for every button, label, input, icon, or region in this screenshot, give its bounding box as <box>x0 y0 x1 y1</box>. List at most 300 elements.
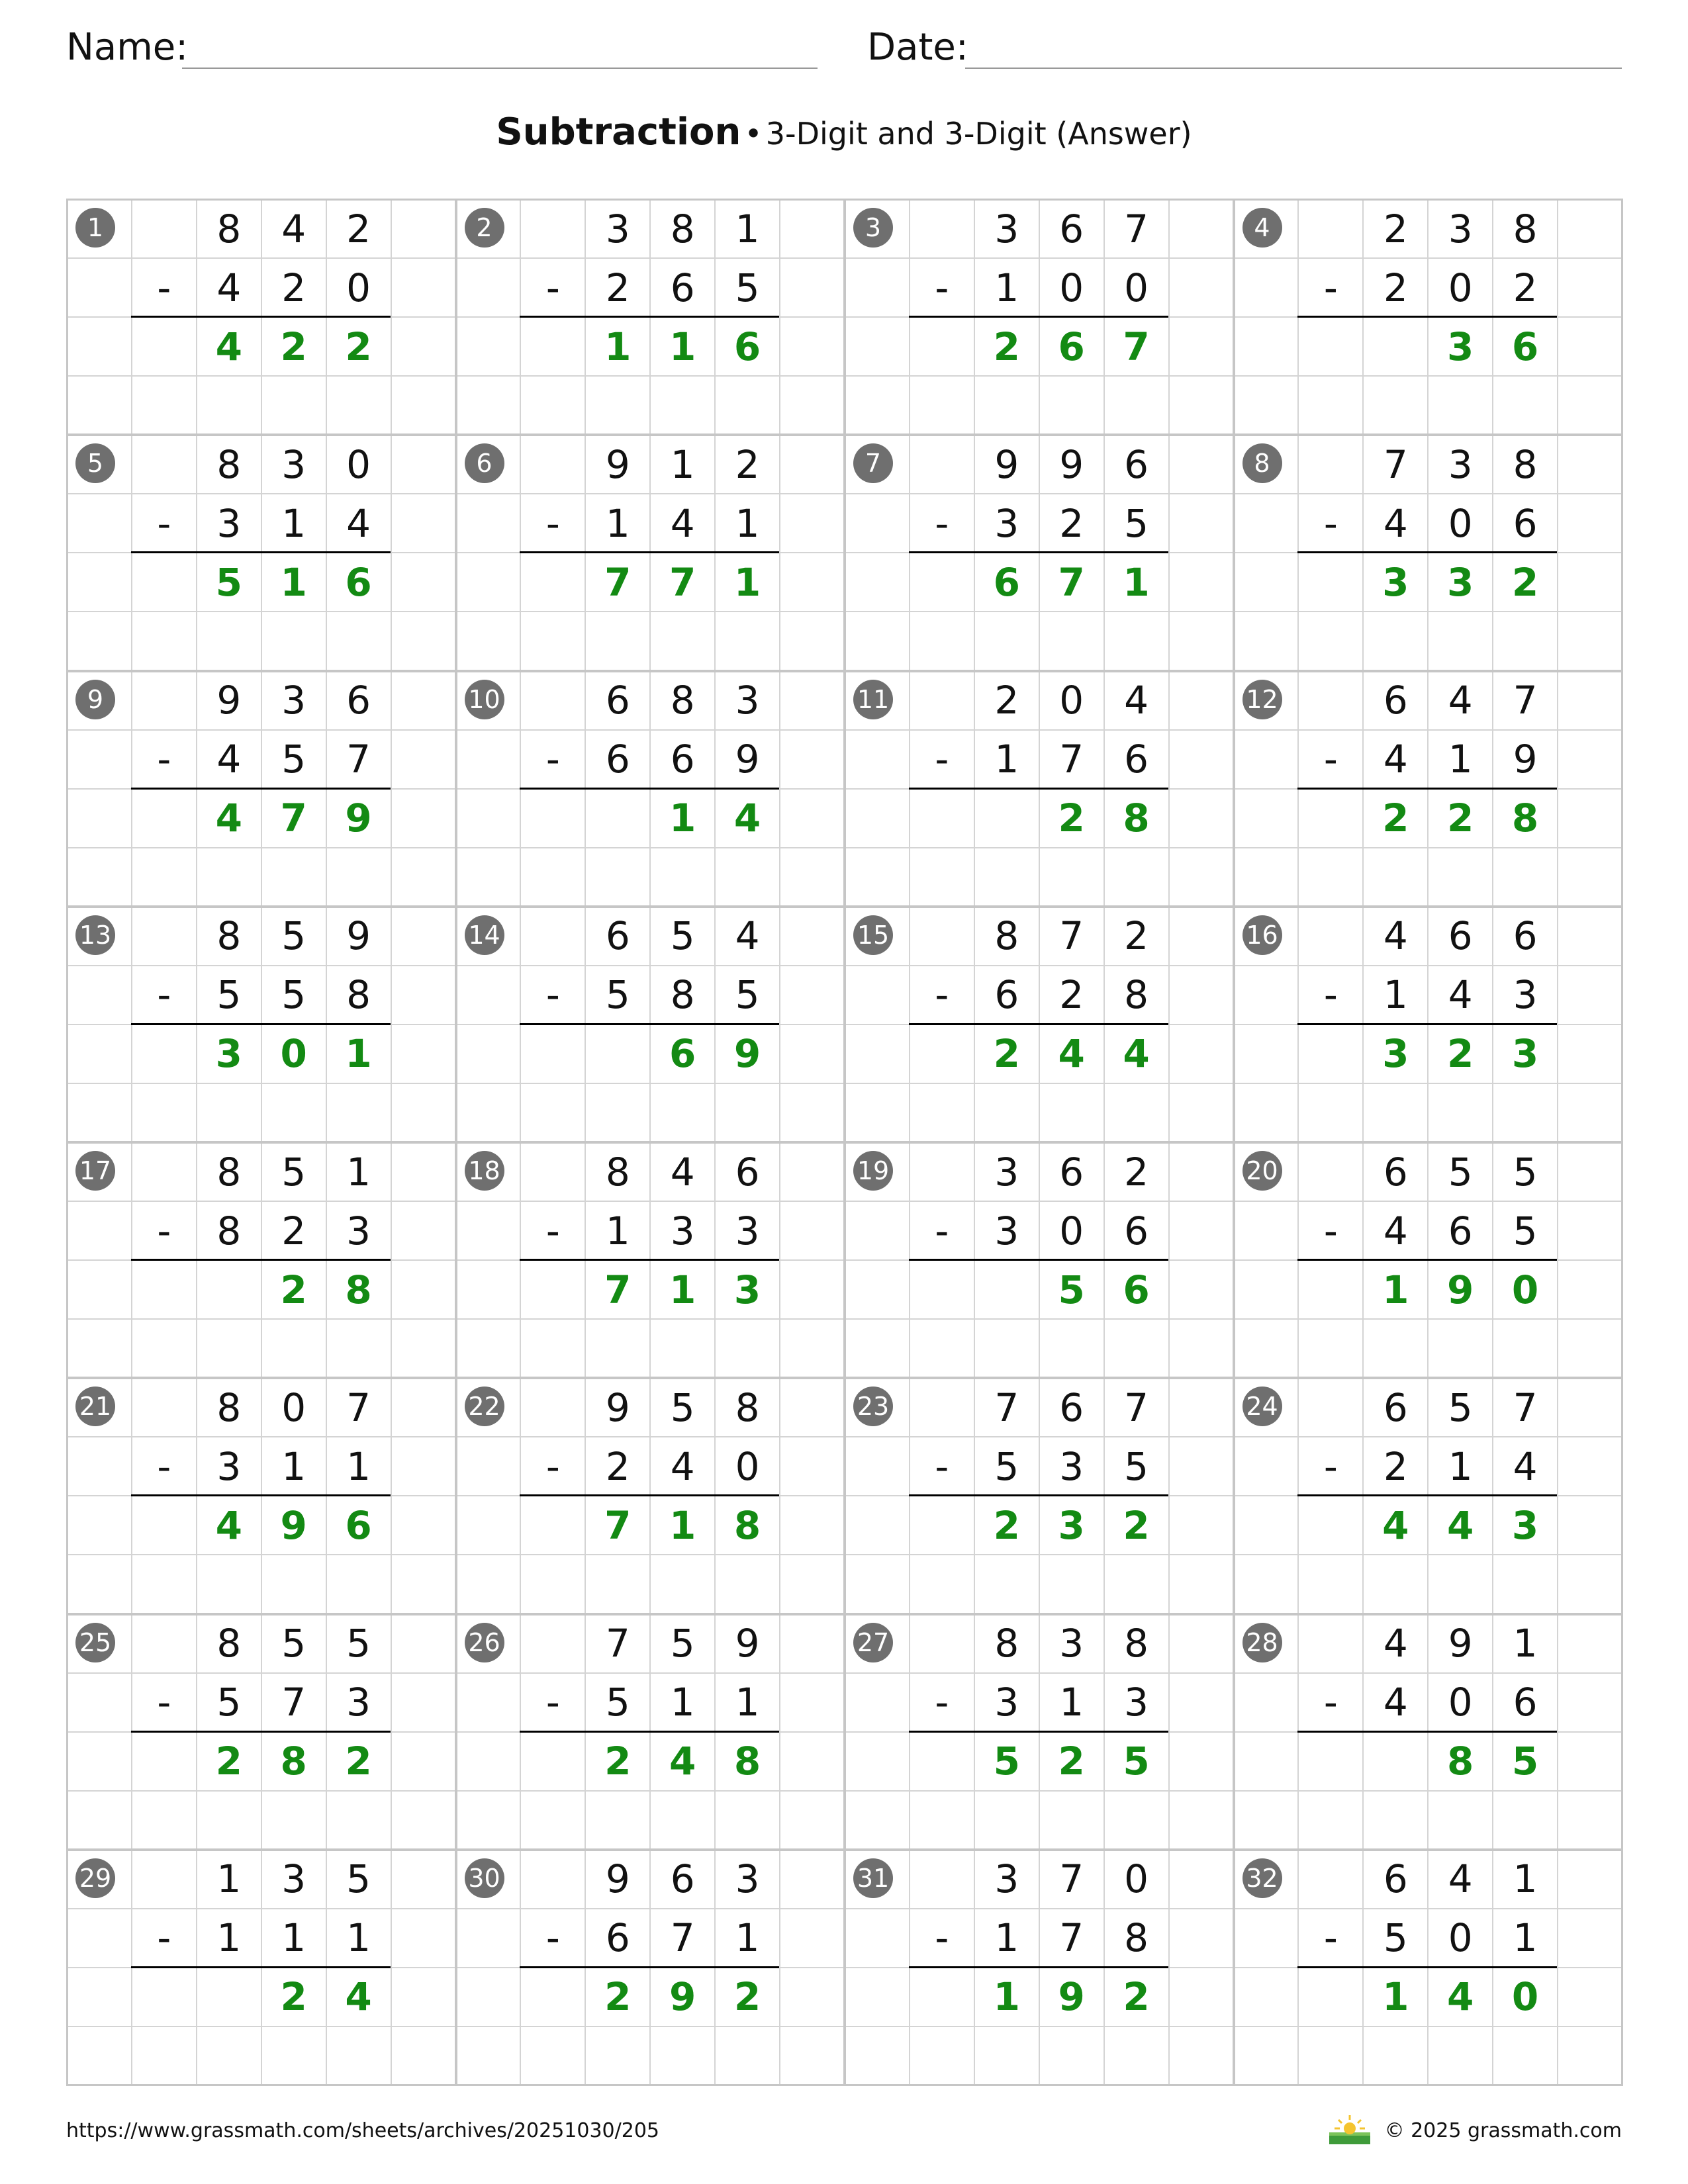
answer-digit: 2 <box>993 1031 1020 1077</box>
digit: 6 <box>1513 500 1538 546</box>
answer-digit: 4 <box>215 796 242 841</box>
digit: 9 <box>605 1385 630 1430</box>
answer-digit: 2 <box>1382 796 1409 841</box>
problem-block <box>66 1377 457 1614</box>
digit: 0 <box>346 441 371 487</box>
digit: 6 <box>1059 206 1084 251</box>
answer-digit: 9 <box>280 1502 307 1548</box>
answer-digit: 2 <box>733 1974 761 2020</box>
digit: 2 <box>1383 265 1408 310</box>
problem-number-badge: 32 <box>1243 1858 1282 1898</box>
minus-sign: - <box>935 265 949 310</box>
digit: 5 <box>216 972 242 1018</box>
answer-digit: 1 <box>1382 1974 1409 2020</box>
digit: 1 <box>216 1915 242 1961</box>
digit: 3 <box>735 678 760 723</box>
answer-digit: 4 <box>1447 1502 1474 1548</box>
digit: 3 <box>994 206 1019 251</box>
problem-number-badge: 8 <box>1243 443 1282 483</box>
answer-digit: 6 <box>1123 1267 1150 1312</box>
problem-grid <box>66 199 1622 2085</box>
problem-block <box>66 434 457 671</box>
digit: 6 <box>670 737 695 782</box>
digit: 7 <box>281 1680 306 1725</box>
problem-number-badge: 7 <box>853 443 893 483</box>
problem-block <box>66 199 457 435</box>
problem-number-badge: 3 <box>853 208 893 248</box>
minus-sign: - <box>935 1915 949 1961</box>
answer-digit: 9 <box>345 796 372 841</box>
digit: 9 <box>994 441 1019 487</box>
answer-digit: 6 <box>1058 324 1085 369</box>
digit: 6 <box>1383 678 1408 723</box>
digit: 3 <box>994 1149 1019 1195</box>
digit: 1 <box>346 1915 371 1961</box>
digit: 1 <box>1059 1680 1084 1725</box>
problem-block <box>455 199 846 435</box>
digit: 6 <box>1124 441 1149 487</box>
problem-block <box>844 1142 1235 1379</box>
problem-number-badge: 11 <box>853 680 893 719</box>
minus-sign: - <box>1323 1443 1338 1489</box>
digit: 7 <box>994 1385 1019 1430</box>
minus-sign: - <box>935 1443 949 1489</box>
answer-digit: 6 <box>669 1031 696 1077</box>
digit: 6 <box>605 678 630 723</box>
problem-number-badge: 28 <box>1243 1623 1282 1662</box>
answer-digit: 6 <box>345 559 372 605</box>
problem-number-badge: 16 <box>1243 915 1282 955</box>
digit: 6 <box>1383 1149 1408 1195</box>
problem-block <box>1233 670 1624 907</box>
problem-block <box>1233 1142 1624 1379</box>
digit: 8 <box>216 1208 242 1253</box>
answer-digit: 2 <box>1123 1974 1150 2020</box>
digit: 9 <box>735 737 760 782</box>
digit: 3 <box>1513 972 1538 1018</box>
problem-number-badge: 27 <box>853 1623 893 1662</box>
digit: 1 <box>605 1208 630 1253</box>
digit: 2 <box>1383 1443 1408 1489</box>
answer-digit: 2 <box>604 1974 632 2020</box>
minus-sign: - <box>545 265 560 310</box>
digit: 5 <box>1448 1385 1473 1430</box>
digit: 4 <box>1124 678 1149 723</box>
digit: 7 <box>1513 1385 1538 1430</box>
minus-sign: - <box>157 265 171 310</box>
answer-digit: 3 <box>733 1267 761 1312</box>
minus-sign: - <box>545 1208 560 1253</box>
digit: 9 <box>605 441 630 487</box>
answer-digit: 4 <box>1123 1031 1150 1077</box>
answer-digit: 0 <box>1511 1267 1539 1312</box>
problem-number-badge: 12 <box>1243 680 1282 719</box>
minus-sign: - <box>1323 1680 1338 1725</box>
problem-block <box>1233 906 1624 1143</box>
digit: 8 <box>216 1149 242 1195</box>
digit: 5 <box>735 972 760 1018</box>
digit: 5 <box>216 1680 242 1725</box>
digit: 1 <box>605 500 630 546</box>
problem-block <box>844 1849 1235 2086</box>
digit: 4 <box>1448 678 1473 723</box>
answer-digit: 5 <box>1058 1267 1085 1312</box>
minus-sign: - <box>157 1680 171 1725</box>
answer-digit: 2 <box>215 1739 242 1784</box>
digit: 4 <box>346 500 371 546</box>
answer-digit: 2 <box>345 1739 372 1784</box>
problem-number-badge: 2 <box>465 208 504 248</box>
digit: 1 <box>281 500 306 546</box>
digit: 1 <box>735 500 760 546</box>
problem-block <box>66 1142 457 1379</box>
minus-sign: - <box>1323 1208 1338 1253</box>
digit: 7 <box>346 1385 371 1430</box>
answer-digit: 4 <box>733 796 761 841</box>
digit: 3 <box>1059 1621 1084 1666</box>
answer-digit: 1 <box>669 1267 696 1312</box>
digit: 7 <box>1513 678 1538 723</box>
digit: 1 <box>1513 1621 1538 1666</box>
minus-sign: - <box>1323 972 1338 1018</box>
answer-digit: 4 <box>1447 1974 1474 2020</box>
digit: 0 <box>1448 265 1473 310</box>
digit: 3 <box>281 441 306 487</box>
digit: 0 <box>1448 1680 1473 1725</box>
problem-number-badge: 15 <box>853 915 893 955</box>
answer-digit: 4 <box>215 324 242 369</box>
digit: 2 <box>281 1208 306 1253</box>
digit: 6 <box>605 737 630 782</box>
digit: 0 <box>281 1385 306 1430</box>
digit: 1 <box>1448 1443 1473 1489</box>
digit: 0 <box>346 265 371 310</box>
answer-digit: 4 <box>1382 1502 1409 1548</box>
digit: 7 <box>670 1915 695 1961</box>
problem-number-badge: 20 <box>1243 1151 1282 1191</box>
problem-block <box>66 1849 457 2086</box>
answer-digit: 7 <box>1123 324 1150 369</box>
problem-number-badge: 30 <box>465 1858 504 1898</box>
answer-digit: 2 <box>1058 796 1085 841</box>
problem-block <box>844 670 1235 907</box>
digit: 5 <box>346 1621 371 1666</box>
digit: 9 <box>346 913 371 959</box>
minus-sign: - <box>545 500 560 546</box>
digit: 6 <box>605 1915 630 1961</box>
digit: 3 <box>994 500 1019 546</box>
digit: 3 <box>735 1856 760 1902</box>
answer-digit: 2 <box>604 1739 632 1784</box>
answer-digit: 8 <box>1123 796 1150 841</box>
problem-number-badge: 22 <box>465 1387 504 1426</box>
digit: 3 <box>1059 1443 1084 1489</box>
digit: 5 <box>281 737 306 782</box>
digit: 3 <box>1448 206 1473 251</box>
answer-digit: 2 <box>993 324 1020 369</box>
digit: 8 <box>605 1149 630 1195</box>
digit: 8 <box>1513 206 1538 251</box>
digit: 5 <box>1383 1915 1408 1961</box>
digit: 2 <box>281 265 306 310</box>
digit: 5 <box>346 1856 371 1902</box>
problem-block <box>1233 199 1624 435</box>
problem-block <box>844 1377 1235 1614</box>
digit: 1 <box>281 1915 306 1961</box>
answer-digit: 9 <box>669 1974 696 2020</box>
minus-sign: - <box>935 972 949 1018</box>
digit: 2 <box>1513 265 1538 310</box>
digit: 3 <box>1448 441 1473 487</box>
digit: 4 <box>281 206 306 251</box>
digit: 8 <box>1124 972 1149 1018</box>
digit: 8 <box>216 913 242 959</box>
answer-digit: 1 <box>345 1031 372 1077</box>
problem-block <box>455 906 846 1143</box>
problem-number-badge: 18 <box>465 1151 504 1191</box>
digit: 8 <box>1124 1915 1149 1961</box>
problem-number-badge: 21 <box>75 1387 115 1426</box>
digit: 2 <box>735 441 760 487</box>
title-subtitle: 3-Digit and 3-Digit (Answer) <box>765 116 1192 152</box>
title-main: Subtraction <box>496 111 741 154</box>
digit: 0 <box>1124 265 1149 310</box>
answer-digit: 4 <box>1058 1031 1085 1077</box>
problem-block <box>1233 434 1624 671</box>
answer-digit: 1 <box>669 324 696 369</box>
problem-block <box>844 199 1235 435</box>
digit: 5 <box>670 1621 695 1666</box>
digit: 9 <box>216 678 242 723</box>
digit: 5 <box>1513 1208 1538 1253</box>
problem-block <box>66 1614 457 1850</box>
answer-digit: 2 <box>280 324 307 369</box>
problem-block <box>455 1142 846 1379</box>
digit: 7 <box>1124 1385 1149 1430</box>
minus-sign: - <box>935 737 949 782</box>
minus-sign: - <box>157 737 171 782</box>
digit: 8 <box>994 913 1019 959</box>
digit: 9 <box>1513 737 1538 782</box>
answer-digit: 8 <box>280 1739 307 1784</box>
digit: 7 <box>605 1621 630 1666</box>
problem-number-badge: 13 <box>75 915 115 955</box>
answer-digit: 3 <box>1382 1031 1409 1077</box>
answer-digit: 7 <box>604 559 632 605</box>
minus-sign: - <box>545 1915 560 1961</box>
digit: 7 <box>346 737 371 782</box>
digit: 8 <box>346 972 371 1018</box>
digit: 1 <box>670 441 695 487</box>
problem-block <box>455 1377 846 1614</box>
digit: 2 <box>605 265 630 310</box>
digit: 9 <box>735 1621 760 1666</box>
digit: 8 <box>216 206 242 251</box>
answer-digit: 3 <box>1511 1031 1539 1077</box>
digit: 8 <box>670 206 695 251</box>
digit: 0 <box>1448 500 1473 546</box>
minus-sign: - <box>157 1208 171 1253</box>
minus-sign: - <box>935 500 949 546</box>
answer-digit: 8 <box>733 1502 761 1548</box>
digit: 4 <box>1383 1621 1408 1666</box>
digit: 2 <box>605 1443 630 1489</box>
digit: 8 <box>216 1385 242 1430</box>
digit: 9 <box>605 1856 630 1902</box>
problem-number-badge: 19 <box>853 1151 893 1191</box>
digit: 1 <box>1513 1856 1538 1902</box>
digit: 4 <box>670 500 695 546</box>
problem-block <box>455 1849 846 2086</box>
digit: 2 <box>994 678 1019 723</box>
problem-block <box>1233 1849 1624 2086</box>
date-line[interactable] <box>965 68 1622 69</box>
digit: 6 <box>1513 913 1538 959</box>
digit: 6 <box>1124 1208 1149 1253</box>
digit: 4 <box>1513 1443 1538 1489</box>
digit: 5 <box>1124 500 1149 546</box>
digit: 4 <box>1383 737 1408 782</box>
digit: 3 <box>605 206 630 251</box>
answer-digit: 2 <box>1447 1031 1474 1077</box>
digit: 1 <box>735 206 760 251</box>
answer-digit: 5 <box>993 1739 1020 1784</box>
digit: 5 <box>1513 1149 1538 1195</box>
digit: 1 <box>735 1680 760 1725</box>
answer-digit: 7 <box>604 1502 632 1548</box>
digit: 1 <box>216 1856 242 1902</box>
digit: 1 <box>735 1915 760 1961</box>
digit: 2 <box>1383 206 1408 251</box>
answer-digit: 2 <box>1511 559 1539 605</box>
digit: 6 <box>1383 1385 1408 1430</box>
minus-sign: - <box>935 1208 949 1253</box>
answer-digit: 1 <box>1382 1267 1409 1312</box>
answer-digit: 9 <box>733 1031 761 1077</box>
digit: 0 <box>1124 1856 1149 1902</box>
problem-number-badge: 24 <box>1243 1387 1282 1426</box>
digit: 3 <box>994 1856 1019 1902</box>
digit: 8 <box>1513 441 1538 487</box>
digit: 1 <box>1383 972 1408 1018</box>
minus-sign: - <box>1323 265 1338 310</box>
digit: 6 <box>670 265 695 310</box>
answer-digit: 7 <box>280 796 307 841</box>
digit: 5 <box>605 972 630 1018</box>
digit: 0 <box>735 1443 760 1489</box>
digit: 8 <box>735 1385 760 1430</box>
digit: 2 <box>1124 913 1149 959</box>
answer-digit: 6 <box>733 324 761 369</box>
answer-digit: 3 <box>1382 559 1409 605</box>
digit: 1 <box>994 737 1019 782</box>
digit: 6 <box>1383 1856 1408 1902</box>
problem-block <box>66 670 457 907</box>
answer-digit: 5 <box>1511 1739 1539 1784</box>
answer-digit: 9 <box>1447 1267 1474 1312</box>
answer-digit: 4 <box>215 1502 242 1548</box>
digit: 5 <box>735 265 760 310</box>
digit: 6 <box>1448 1208 1473 1253</box>
digit: 3 <box>670 1208 695 1253</box>
problem-block <box>455 1614 846 1850</box>
digit: 6 <box>1513 1680 1538 1725</box>
digit: 3 <box>216 500 242 546</box>
digit: 3 <box>346 1208 371 1253</box>
problem-number-badge: 17 <box>75 1151 115 1191</box>
digit: 1 <box>346 1149 371 1195</box>
answer-digit: 6 <box>345 1502 372 1548</box>
digit: 5 <box>281 1149 306 1195</box>
problem-number-badge: 1 <box>75 208 115 248</box>
problem-block <box>844 434 1235 671</box>
digit: 1 <box>346 1443 371 1489</box>
problem-block <box>844 906 1235 1143</box>
answer-digit: 3 <box>1447 324 1474 369</box>
problem-block <box>1233 1614 1624 1850</box>
digit: 7 <box>1059 1856 1084 1902</box>
problem-number-badge: 29 <box>75 1858 115 1898</box>
minus-sign: - <box>157 1443 171 1489</box>
answer-digit: 7 <box>669 559 696 605</box>
problem-number-badge: 14 <box>465 915 504 955</box>
digit: 5 <box>281 1621 306 1666</box>
name-line[interactable] <box>182 68 818 69</box>
digit: 3 <box>281 1856 306 1902</box>
digit: 8 <box>670 678 695 723</box>
digit: 8 <box>1124 1621 1149 1666</box>
digit: 4 <box>670 1443 695 1489</box>
answer-digit: 2 <box>1058 1739 1085 1784</box>
digit: 6 <box>346 678 371 723</box>
digit: 0 <box>1448 1915 1473 1961</box>
digit: 7 <box>1059 913 1084 959</box>
digit: 5 <box>994 1443 1019 1489</box>
digit: 6 <box>670 1856 695 1902</box>
digit: 4 <box>1383 500 1408 546</box>
digit: 7 <box>1383 441 1408 487</box>
answer-digit: 1 <box>280 559 307 605</box>
answer-digit: 6 <box>993 559 1020 605</box>
answer-digit: 3 <box>1447 559 1474 605</box>
minus-sign: - <box>157 1915 171 1961</box>
date-label: Date: <box>867 26 968 69</box>
digit: 1 <box>994 265 1019 310</box>
digit: 6 <box>994 972 1019 1018</box>
minus-sign: - <box>1323 737 1338 782</box>
sun-over-grass-icon <box>1327 2113 1373 2146</box>
digit: 8 <box>670 972 695 1018</box>
digit: 3 <box>281 678 306 723</box>
footer-url: https://www.grassmath.com/sheets/archives/20251030/205 <box>66 2119 660 2142</box>
answer-digit: 1 <box>1123 559 1150 605</box>
digit: 5 <box>281 972 306 1018</box>
digit: 4 <box>735 913 760 959</box>
answer-digit: 6 <box>1511 324 1539 369</box>
digit: 8 <box>994 1621 1019 1666</box>
answer-digit: 1 <box>669 1502 696 1548</box>
problem-number-badge: 23 <box>853 1387 893 1426</box>
digit: 5 <box>605 1680 630 1725</box>
answer-digit: 2 <box>1123 1502 1150 1548</box>
digit: 6 <box>605 913 630 959</box>
name-label: Name: <box>66 26 189 69</box>
digit: 4 <box>1383 1680 1408 1725</box>
answer-digit: 1 <box>993 1974 1020 2020</box>
digit: 0 <box>1059 1208 1084 1253</box>
digit: 7 <box>1124 206 1149 251</box>
answer-digit: 3 <box>215 1031 242 1077</box>
